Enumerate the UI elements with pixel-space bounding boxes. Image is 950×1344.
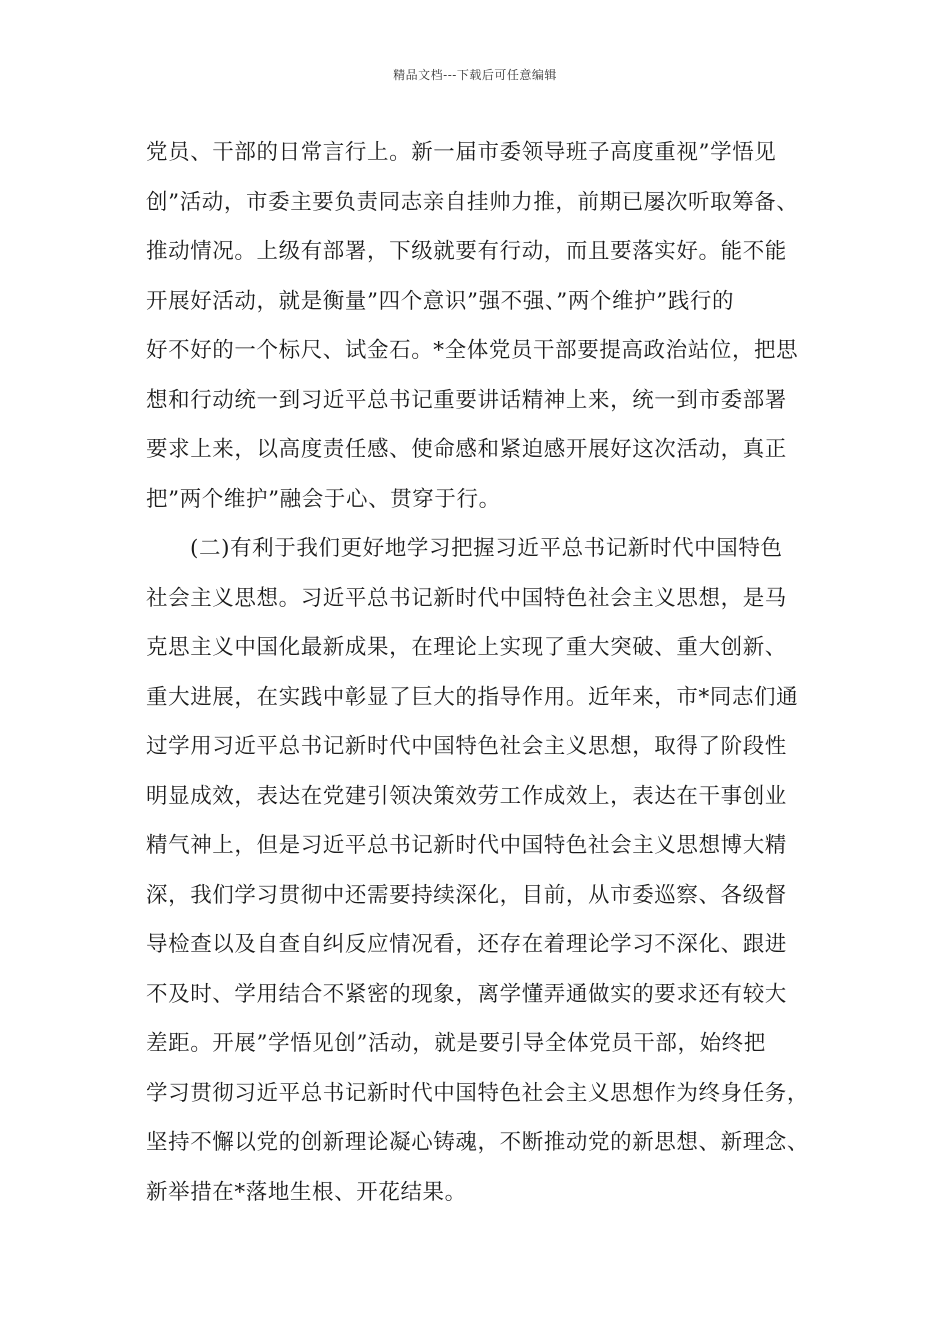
section-heading-line: (二)有利于我们更好地学习把握习近平总书记新时代中国特色 [190,536,783,561]
text-line: 坚持不懈以党的创新理论凝心铸魂，不断推动党的新思想、新理念、 [146,1130,810,1155]
page-header: 精品文档---下载后可任意编辑 [393,68,557,82]
text-line: 要求上来，以高度责任感、使命感和紧迫感开展好这次活动，真正 [146,437,787,462]
text-line: 精气神上，但是习近平总书记新时代中国特色社会主义思想博大精 [146,833,787,858]
text-line: 导检查以及自查自纠反应情况看，还存在着理论学习不深化、跟进 [146,932,787,957]
text-line: 新举措在*落地生根、开花结果。 [146,1179,467,1205]
text-line: 开展好活动，就是衡量”四个意识”强不强、”两个维护”践行的 [146,288,735,314]
text-line: 重大进展，在实践中彰显了巨大的指导作用。近年来，市*同志们通 [146,684,799,710]
text-line: 创”活动，市委主要负责同志亲自挂帅力推，前期已屡次听取筹备、 [146,189,799,215]
text-line: 想和行动统一到习近平总书记重要讲话精神上来，统一到市委部署 [146,387,787,413]
text-line: 过学用习近平总书记新时代中国特色社会主义思想，取得了阶段性 [146,734,787,759]
text-line: 克思主义中国化最新成果，在理论上实现了重大突破、重大创新、 [146,635,787,660]
document-body [146,128,826,1217]
text-line: 党员、干部的日常言行上。新一届市委领导班子高度重视”学悟见 [146,140,777,165]
text-line: 深，我们学习贯彻中还需要持续深化，目前，从市委巡察、各级督 [146,882,787,908]
text-line: 学习贯彻习近平总书记新时代中国特色社会主义思想作为终身任务， [146,1080,810,1106]
text-line: 社会主义思想。习近平总书记新时代中国特色社会主义思想，是马 [146,585,787,611]
text-line: 好不好的一个标尺、试金石。*全体党员干部要提高政治站位，把思 [146,338,799,363]
text-line: 差距。开展”学悟见创”活动，就是要引导全体党员干部，始终把 [146,1031,766,1056]
text-line: 明显成效，表达在党建引领决策效劳工作成效上，表达在干事创业 [146,783,787,809]
text-line: 把”两个维护”融会于心、贯穿于行。 [146,486,501,512]
text-line: 不及时、学用结合不紧密的现象，离学懂弄通做实的要求还有较大 [146,981,787,1007]
text-line: 推动情况。上级有部署，下级就要有行动，而且要落实好。能不能 [146,239,787,264]
